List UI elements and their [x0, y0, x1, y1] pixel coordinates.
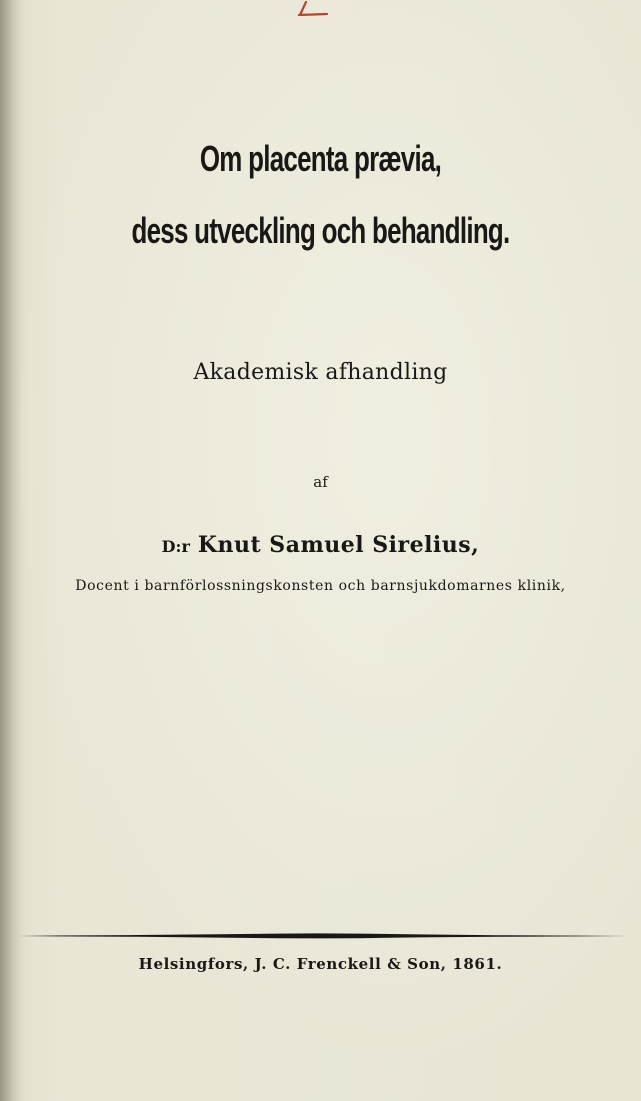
pencil-mark — [296, 0, 330, 16]
subtitle: Akademisk afhandling — [193, 360, 448, 385]
title-line-2: dess utveckling och behandling. — [131, 210, 510, 251]
author-position: Docent i barnförlossningskonsten och barnsjukdomarnes klinik, — [75, 578, 566, 594]
imprint: Helsingfors, J. C. Frenckell & Son, 1861. — [138, 955, 503, 973]
by-line: af — [313, 473, 328, 491]
author-line — [0, 532, 641, 558]
author-name: Knut Samuel Sirelius, — [197, 532, 480, 558]
divider-rule — [18, 930, 628, 942]
author-prefix: D:r — [161, 537, 190, 556]
title-line-1: Om placenta prævia, — [199, 138, 442, 179]
